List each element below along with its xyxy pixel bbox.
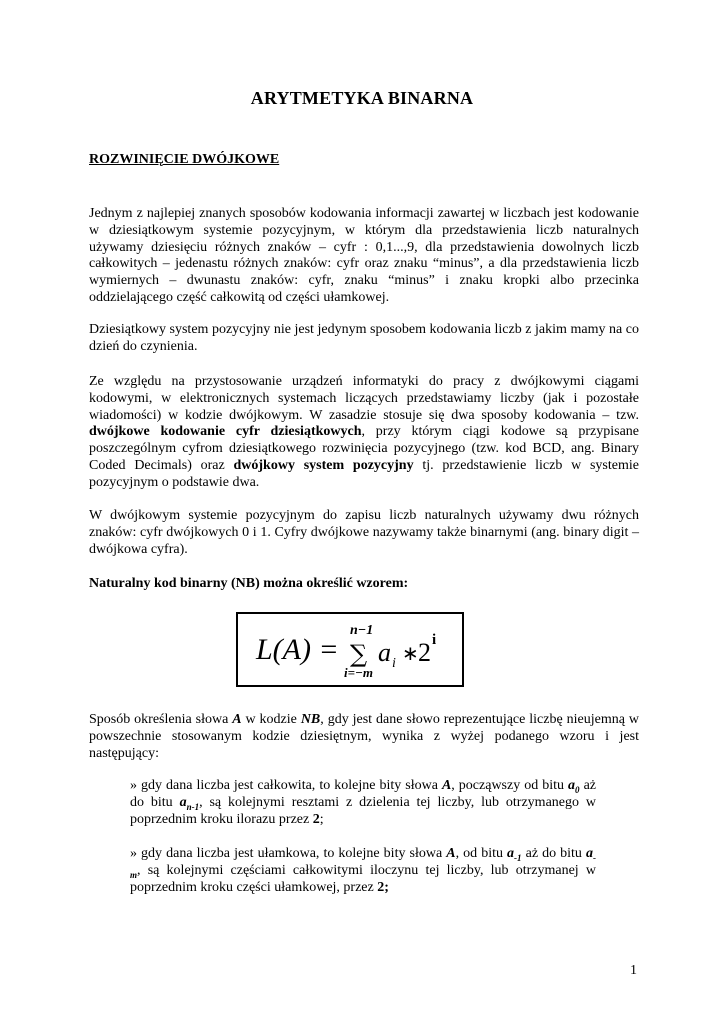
text-span: Sposób określenia słowa [89, 712, 233, 727]
symbol-A: A [446, 846, 456, 861]
paragraph-binary-digits: W dwójkowym systemie pozycyjnym do zapisu liczb naturalnych używamy dwu różnych znaków: cyfr dwójkowych 0 i 1. Cyfry dwójkowe nazywamy także binarnymi (ang. binary digit – dwójkowa cyfra). [89, 508, 639, 557]
subscript: -1 [514, 852, 522, 863]
text-span: aż do bitu [130, 778, 596, 810]
formula-lower-limit: i=−m [344, 665, 374, 680]
text-span: , począwszy od bitu [451, 778, 569, 793]
text-span: w kodzie [241, 712, 301, 727]
text-span: , przy którym ciągi kodowe są przypisane poszczególnym cyfrom dziesiątkowego rozwinięcia pozycyjnego (tzw. kod BCD, ang. Binary Coded Decimals) oraz [89, 424, 639, 473]
bold-term-bcd: dwójkowe kodowanie cyfr dziesiątkowych [89, 424, 362, 440]
text-span: , gdy jest dane słowo reprezentujące liczbę nieujemną w powszechnie stosowanym kodzie dziesiętnym, wynika z wyżej podanego wzoru i jest następujący: [89, 712, 639, 761]
text-span: » gdy dana liczba jest ułamkowa, to kolejne bity słowa [130, 846, 447, 861]
formula-lhs: L(A) = [256, 633, 339, 666]
formula-box [236, 612, 464, 687]
symbol-a: a [568, 778, 576, 793]
formula-term-a: a [378, 638, 391, 667]
symbol-A: A [441, 778, 452, 793]
text-span: aż do bitu [521, 846, 586, 861]
formula-term-sub: i [392, 656, 396, 671]
text-span: » gdy dana liczba jest całkowita, to kolejne bity słowa [130, 778, 442, 793]
text-span: , są kolejnymi resztami z dzielenia tej liczby, lub otrzymanego w poprzednim kroku ilorazu przez [130, 794, 597, 827]
text-span: ; [319, 811, 324, 827]
symbol-two: 2 [312, 811, 320, 827]
paragraph-binary-coding [89, 374, 639, 492]
bullet-fraction [130, 846, 596, 896]
subscript: 0 [575, 784, 580, 795]
subscript: -m [130, 852, 596, 880]
subscript: n-1 [186, 801, 200, 812]
text-span: Ze względu na przystosowanie urządzeń informatyki do pracy z dwójkowymi ciągami kodowymi, w elektronicznych systemach liczących przedstawiamy liczby (jak i pozostałe wiadomości) w kodzie dwójkowym. W zasadzie stosuje się dwa sposoby kodowania – tzw. [89, 374, 639, 423]
formula-upper-limit: n−1 [350, 623, 374, 638]
bullet-integer [130, 778, 596, 828]
text-span: , są kolejnymi częściami całkowitymi iloczynu tej liczby, lub otrzymanej w poprzednim kroku części ułamkowej, przez [130, 862, 596, 895]
formula-heading: Naturalny kod binarny (NB) można określić wzorem: [89, 576, 409, 591]
symbol-a: a [507, 846, 515, 861]
paragraph-decimal-system: Dziesiątkowy system pozycyjny nie jest jedynym sposobem kodowania liczb z jakim mamy na co dzień do czynienia. [89, 322, 639, 354]
formula-times: ∗ [402, 641, 419, 665]
symbol-A: A [232, 712, 242, 727]
symbol-a: a [179, 794, 187, 810]
symbol-two: 2; [377, 879, 389, 895]
section-heading: ROZWINIĘCIE DWÓJKOWE [89, 152, 280, 167]
bold-term-binary-positional: dwójkowy system pozycyjny [233, 457, 414, 473]
formula-sigma: ∑ [350, 640, 368, 668]
symbol-NB: NB [300, 712, 321, 727]
formula-svg [238, 614, 466, 689]
paragraph-intro: Jednym z najlepiej znanych sposobów kodowania informacji zawartej w liczbach jest kodowanie w dziesiątkowym systemie pozycyjnym, w którym dla przedstawienia liczb naturalnych używamy dziesięciu różnych znaków – cyfr : 0,1...,9, dla przedstawienia dowolnych liczb całkowitych – jedenastu różnych znaków: cyfr oraz znaku “minus”, a dla przedstawienia liczb wymiernych – dwunastu znaków: cyfr, znaku “minus” i znaku kropki albo przecinka oddzielającego część całkowitą od części ułamkowej. [89, 206, 639, 305]
text-span: tj. przedstawienie liczb w systemie pozycyjnym o podstawie dwa. [89, 457, 639, 490]
formula-exponent: i [432, 632, 437, 648]
symbol-a: a [586, 846, 593, 861]
paragraph-word-definition [89, 712, 639, 762]
page-title: ARYTMETYKA BINARNA [250, 88, 474, 108]
page-number: 1 [630, 963, 637, 978]
formula-base: 2 [418, 638, 431, 667]
text-span: , od bitu [455, 846, 508, 861]
